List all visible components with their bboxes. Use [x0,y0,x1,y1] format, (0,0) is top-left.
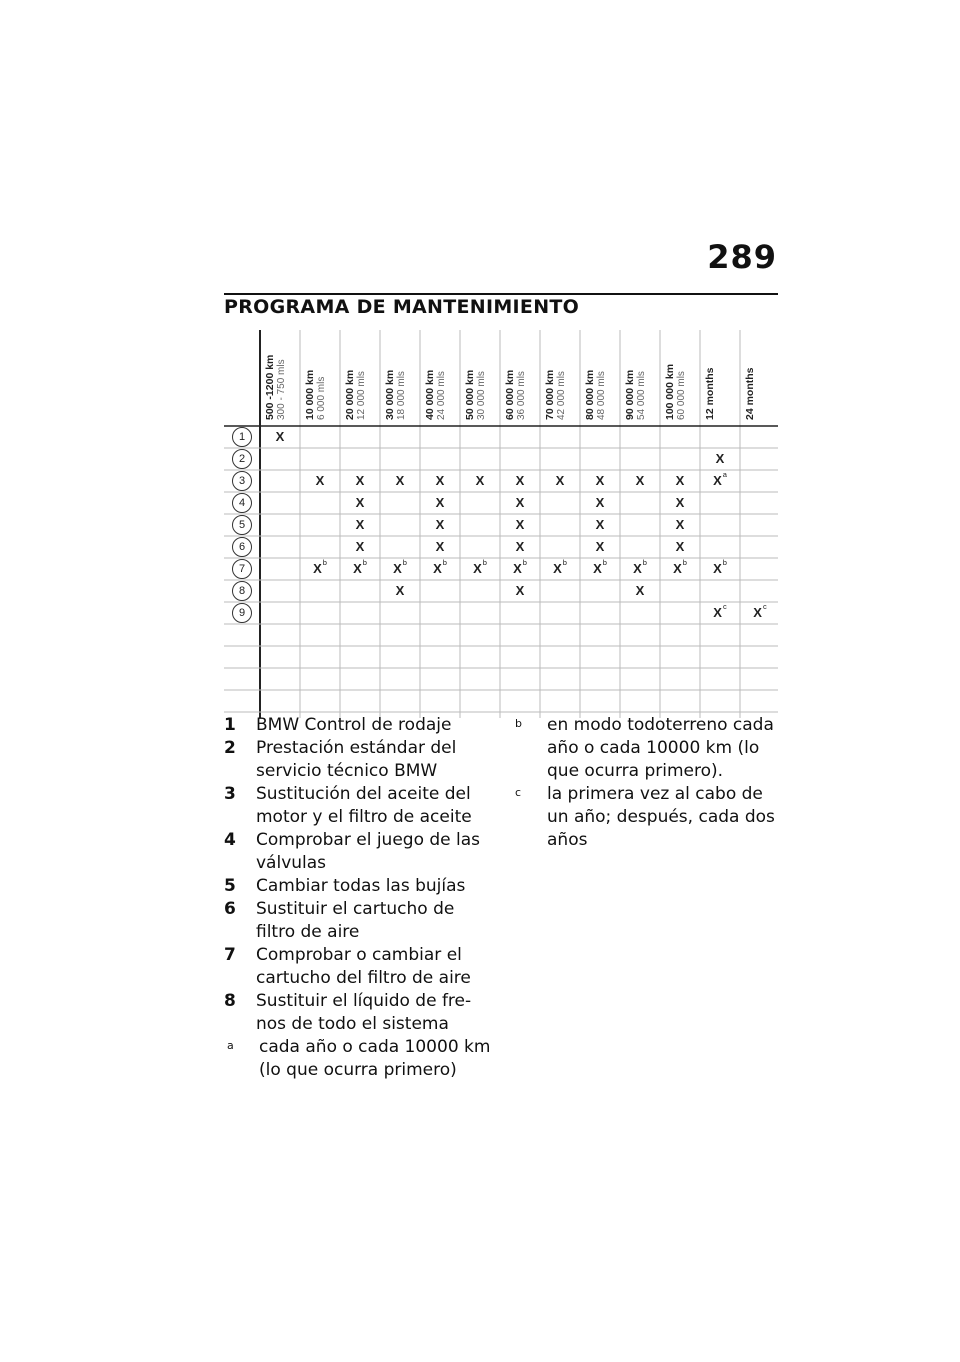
legend-item [224,714,492,737]
mark-note-ref: b [442,558,447,567]
schedule-mark [700,558,740,576]
mark-x: X [355,539,365,554]
mark-x: X [675,539,685,554]
legend-item [224,875,492,898]
column-header [540,330,580,424]
schedule-mark [660,558,700,576]
column-header-interval: 90 000 km [624,369,636,420]
mark-x: X [595,473,605,488]
mark-x: X [675,495,685,510]
column-header-interval: 30 000 km [384,369,396,420]
mark-note-ref: b [602,558,607,567]
column-header-interval: 40 000 km [424,369,436,420]
legend-text: Sustituir el cartucho de filtro de aire [256,899,455,942]
mark-x: X [353,561,362,576]
schedule-mark [420,558,460,576]
column-header [620,330,660,424]
mark-note-ref: a [722,470,727,479]
mark-x: X [633,561,642,576]
mark-x: X [315,473,325,488]
legend-key: 4 [224,830,236,850]
row-number-badge: 7 [232,559,252,579]
mark-x: X [515,473,525,488]
maintenance-schedule-table [224,330,778,706]
column-header-interval: 20 000 km [344,369,356,420]
legend-item [224,737,492,783]
mark-note-ref: b [322,558,327,567]
column-header [580,330,620,424]
column-header-miles: 24 000 mls [436,371,447,420]
schedule-mark [380,558,420,576]
row-number-badge: 2 [232,449,252,469]
mark-x: X [433,561,442,576]
column-header-interval: 100 000 km [664,363,676,420]
legend-key: 5 [224,876,236,896]
mark-x: X [435,473,445,488]
legend-text: BMW Control de rodaje [256,715,452,735]
mark-x: X [635,473,645,488]
column-header [460,330,500,424]
column-header-interval: 60 000 km [504,369,516,420]
mark-x: X [275,429,285,444]
legend-key: 1 [224,715,236,735]
column-header [300,330,340,424]
schedule-mark [660,517,700,532]
schedule-mark [740,602,780,620]
mark-x: X [595,517,605,532]
mark-x: X [713,605,722,620]
schedule-mark [500,558,540,576]
schedule-mark [340,558,380,576]
legend-text: cada año o cada 10000 km (lo que ocurra primero) [259,1037,491,1080]
schedule-mark [500,539,540,554]
legend-text: en modo todoterreno cada año o cada 10000 km (lo que ocurra primero). [547,715,774,781]
column-header-miles: 60 000 mls [676,371,687,420]
column-header [500,330,540,424]
schedule-mark [620,473,660,488]
schedule-mark [300,558,340,576]
row-number-badge: 5 [232,515,252,535]
mark-x: X [313,561,322,576]
schedule-mark [500,583,540,598]
schedule-mark [700,470,740,488]
column-header-interval: 24 months [744,367,756,420]
schedule-mark [540,558,580,576]
mark-x: X [515,583,525,598]
mark-note-ref: c [762,602,767,611]
schedule-mark [340,495,380,510]
row-number-badge: 1 [232,427,252,447]
mark-x: X [553,561,562,576]
schedule-mark [660,473,700,488]
legend-item [512,783,778,852]
legend-left [224,714,492,1082]
legend-key: b [515,717,522,730]
mark-x: X [355,517,365,532]
legend-right [512,714,778,852]
mark-x: X [675,517,685,532]
column-header [340,330,380,424]
legend-item [224,783,492,829]
column-header-interval: 70 000 km [544,369,556,420]
column-header [660,330,700,424]
schedule-mark [420,473,460,488]
legend-key: 2 [224,738,236,758]
mark-x: X [355,495,365,510]
schedule-mark [580,558,620,576]
mark-x: X [515,495,525,510]
legend-text: Sustituir el líquido de fre-nos de todo el sistema [256,991,472,1034]
column-header-miles: 12 000 mls [356,371,367,420]
mark-x: X [673,561,682,576]
mark-x: X [555,473,565,488]
schedule-mark [580,539,620,554]
column-header-interval: 50 000 km [464,369,476,420]
legend-key: 3 [224,784,236,804]
mark-note-ref: b [482,558,487,567]
column-header [380,330,420,424]
column-header-miles: 54 000 mls [636,371,647,420]
column-header-miles: 6 000 mls [316,376,327,420]
column-header [700,330,740,424]
schedule-mark [700,602,740,620]
schedule-mark [300,473,340,488]
column-header [260,330,300,424]
title-rule [224,293,778,295]
row-number-badge: 3 [232,471,252,491]
mark-x: X [713,473,722,488]
row-number-badge: 9 [232,603,252,623]
legend-item [224,829,492,875]
legend-key: c [515,786,522,799]
schedule-mark [620,558,660,576]
mark-x: X [435,495,445,510]
schedule-mark [500,517,540,532]
mark-x: X [713,561,722,576]
mark-x: X [435,539,445,554]
schedule-mark [500,495,540,510]
mark-x: X [753,605,762,620]
schedule-mark [580,495,620,510]
column-header-miles: 300 - 750 mls [276,359,287,420]
mark-note-ref: b [402,558,407,567]
schedule-mark [420,539,460,554]
schedule-mark [340,473,380,488]
legend-item [224,1036,492,1082]
schedule-mark [420,517,460,532]
mark-x: X [515,539,525,554]
column-header [740,330,780,424]
column-header-miles: 42 000 mls [556,371,567,420]
column-header-interval: 10 000 km [304,369,316,420]
schedule-mark [500,473,540,488]
mark-x: X [675,473,685,488]
mark-note-ref: b [682,558,687,567]
mark-x: X [473,561,482,576]
schedule-mark [340,517,380,532]
legend-text: Comprobar el juego de las válvulas [256,830,481,873]
legend-item [224,898,492,944]
legend-key: a [227,1039,234,1052]
schedule-mark [340,539,380,554]
mark-x: X [395,473,405,488]
mark-note-ref: b [362,558,367,567]
mark-note-ref: b [642,558,647,567]
legend-item [224,990,492,1036]
schedule-mark [660,539,700,554]
column-header-miles: 18 000 mls [396,371,407,420]
schedule-mark [460,473,500,488]
mark-x: X [595,539,605,554]
legend-text: la primera vez al cabo de un año; después, cada dos años [547,784,775,850]
legend-text: Comprobar o cambiar el cartucho del filtro de aire [256,945,471,988]
row-number-badge: 8 [232,581,252,601]
mark-x: X [395,583,405,598]
legend-key: 6 [224,899,236,919]
column-header-interval: 12 months [704,367,716,420]
column-header [420,330,460,424]
column-header-interval: 80 000 km [584,369,596,420]
schedule-mark [620,583,660,598]
section-title: PROGRAMA DE MANTENIMIENTO [224,296,580,318]
mark-note-ref: b [562,558,567,567]
mark-x: X [475,473,485,488]
legend-text: Cambiar todas las bujías [256,876,466,896]
legend-item [224,944,492,990]
mark-x: X [515,517,525,532]
schedule-mark [460,558,500,576]
schedule-mark [380,583,420,598]
mark-x: X [595,495,605,510]
mark-x: X [435,517,445,532]
mark-x: X [393,561,402,576]
schedule-mark [580,517,620,532]
mark-note-ref: b [722,558,727,567]
mark-note-ref: b [522,558,527,567]
row-number-badge: 6 [232,537,252,557]
schedule-mark [380,473,420,488]
schedule-mark [660,495,700,510]
mark-x: X [593,561,602,576]
schedule-mark [580,473,620,488]
legend-key: 8 [224,991,236,1011]
schedule-mark [260,429,300,444]
mark-x: X [355,473,365,488]
column-header-miles: 36 000 mls [516,371,527,420]
column-header-interval: 500 -1200 km [264,354,276,420]
mark-note-ref: c [722,602,727,611]
column-header-miles: 48 000 mls [596,371,607,420]
mark-x: X [513,561,522,576]
legend-key: 7 [224,945,236,965]
schedule-mark [700,451,740,466]
schedule-mark [540,473,580,488]
schedule-mark [420,495,460,510]
legend-text: Sustitución del aceite del motor y el filtro de aceite [256,784,472,827]
page-number: 289 [707,238,777,276]
legend-item [512,714,778,783]
legend-text: Prestación estándar del servicio técnico BMW [256,738,457,781]
mark-x: X [635,583,645,598]
column-header-miles: 30 000 mls [476,371,487,420]
row-number-badge: 4 [232,493,252,513]
mark-x: X [715,451,725,466]
